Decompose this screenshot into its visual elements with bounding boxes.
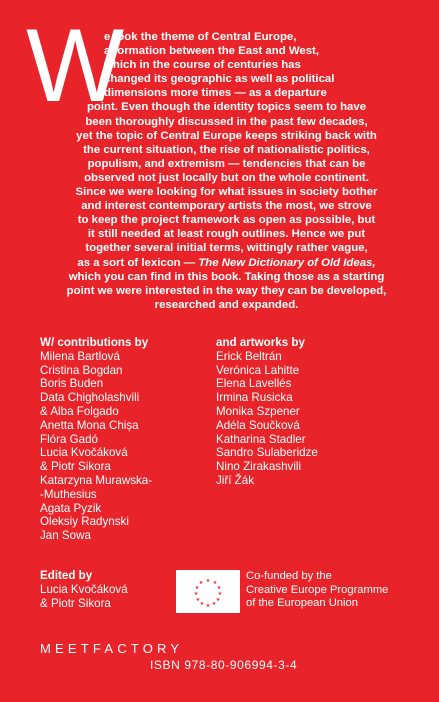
editor-name: Lucia Kvočáková	[40, 582, 128, 596]
svg-text:★: ★	[205, 578, 211, 584]
intro-line: which in the course of centuries has	[104, 59, 301, 72]
intro-line: point. Even though the identity topics seem to have	[86, 101, 367, 114]
drop-cap: W	[26, 8, 119, 124]
editor-name: & Piotr Sikora	[40, 596, 111, 610]
intro-line: observed not just locally but on the whole continent.	[84, 171, 369, 184]
contributor-name: Cristina Bogdan	[40, 363, 123, 377]
intro-line: point we were interested in the way they can be developed,	[66, 284, 387, 297]
isbn: ISBN 978-80-906994-3-4	[150, 658, 298, 672]
contributor-name: Lucia Kvočáková	[40, 446, 128, 460]
contributor-name: & Alba Folgado	[40, 404, 119, 418]
contributor-name: Jan Sowa	[40, 529, 91, 543]
artist-name: Elena Lavellés	[216, 377, 292, 391]
svg-text:★: ★	[217, 591, 223, 597]
book-title: The New Dictionary of Old Ideas,	[198, 256, 376, 269]
artist-name: Irmina Rusicka	[216, 391, 293, 405]
artist-name: Monika Szpener	[216, 404, 300, 418]
svg-text:★: ★	[199, 601, 205, 607]
intro-line-start: as a sort of lexicon —	[77, 256, 199, 269]
intro-paragraph	[34, 30, 419, 312]
intro-line: and interest contemporary artists the most, we strove	[81, 200, 372, 213]
intro-line: populism, and extremism — tendencies that can be	[87, 157, 366, 170]
contributor-name: Milena Bartlová	[40, 349, 120, 363]
svg-text:★: ★	[205, 603, 211, 609]
eu-flag-icon	[176, 570, 240, 613]
intro-line: researched and expanded.	[154, 298, 299, 311]
contributor-name: Data Chigholashvili	[40, 391, 140, 405]
svg-text:★: ★	[215, 597, 221, 603]
editors-block	[40, 569, 128, 610]
contributor-name: Anetta Mona Chișa	[40, 418, 139, 432]
contributor-name: Boris Buden	[40, 377, 104, 391]
svg-text:★: ★	[195, 597, 201, 603]
svg-text:★: ★	[212, 580, 218, 586]
intro-line: the current situation, the rise of nationalistic politics,	[83, 143, 370, 156]
contributor-name: -Muthesius	[40, 487, 97, 501]
intro-line: been thoroughly discussed in the past few decades,	[85, 115, 368, 128]
svg-text:★: ★	[211, 601, 217, 607]
intro-line: it still needed at least rough outlines. Hence we put	[87, 228, 366, 241]
svg-text:★: ★	[194, 585, 200, 591]
artist-name: Katharina Stadler	[216, 432, 306, 446]
intro-line: a formation between the East and West,	[104, 45, 319, 58]
intro-line: yet the topic of Central Europe keeps striking back with	[76, 129, 377, 142]
artist-name: Verónica Lahitte	[216, 363, 300, 377]
intro-line	[34, 256, 419, 270]
contributor-name: Agata Pyzik	[40, 501, 102, 515]
artist-name: Jiří Žák	[216, 473, 255, 487]
intro-line: changed its geographic as well as political	[104, 73, 335, 86]
intro-line: dimensions more times — as a departure	[104, 87, 327, 100]
intro-line: Since we were looking for what issues in society bother	[75, 186, 378, 199]
svg-text:★: ★	[216, 585, 222, 591]
artist-name: Erick Beltrán	[216, 349, 282, 363]
eu-line: Co-funded by the	[246, 570, 332, 582]
contributor-name: Flóra Gadó	[40, 432, 98, 446]
intro-line: e took the theme of Central Europe,	[104, 31, 297, 43]
intro-line: which you can find in this book. Taking those as a starting	[68, 270, 385, 283]
artist-name: Nino Zirakashvili	[216, 460, 302, 474]
artists-column	[216, 336, 318, 488]
svg-text:★: ★	[198, 580, 204, 586]
contributors-column	[40, 336, 152, 543]
artworks-heading: and artworks by	[216, 336, 305, 349]
contributor-name: Oleksiy Radynski	[40, 515, 129, 529]
publisher-logo: MEETFACTORY	[40, 641, 184, 656]
contributions-heading: W/ contributions by	[40, 336, 149, 349]
eu-line: Creative Europe Programme	[246, 583, 389, 596]
intro-line: together several initial terms, wittingly rather vague,	[85, 242, 368, 255]
edited-heading: Edited by	[40, 569, 93, 582]
contributor-name: & Piotr Sikora	[40, 460, 111, 474]
svg-text:★: ★	[193, 591, 199, 597]
eu-line: of the European Union	[246, 597, 358, 610]
contributor-name: Katarzyna Murawska-	[40, 473, 153, 487]
eu-funding-text	[246, 570, 388, 611]
artist-name: Sandro Sulaberidze	[216, 446, 318, 460]
intro-line: to keep the project framework as open as possible, but	[77, 214, 376, 227]
artist-name: Adéla Součková	[216, 418, 300, 432]
